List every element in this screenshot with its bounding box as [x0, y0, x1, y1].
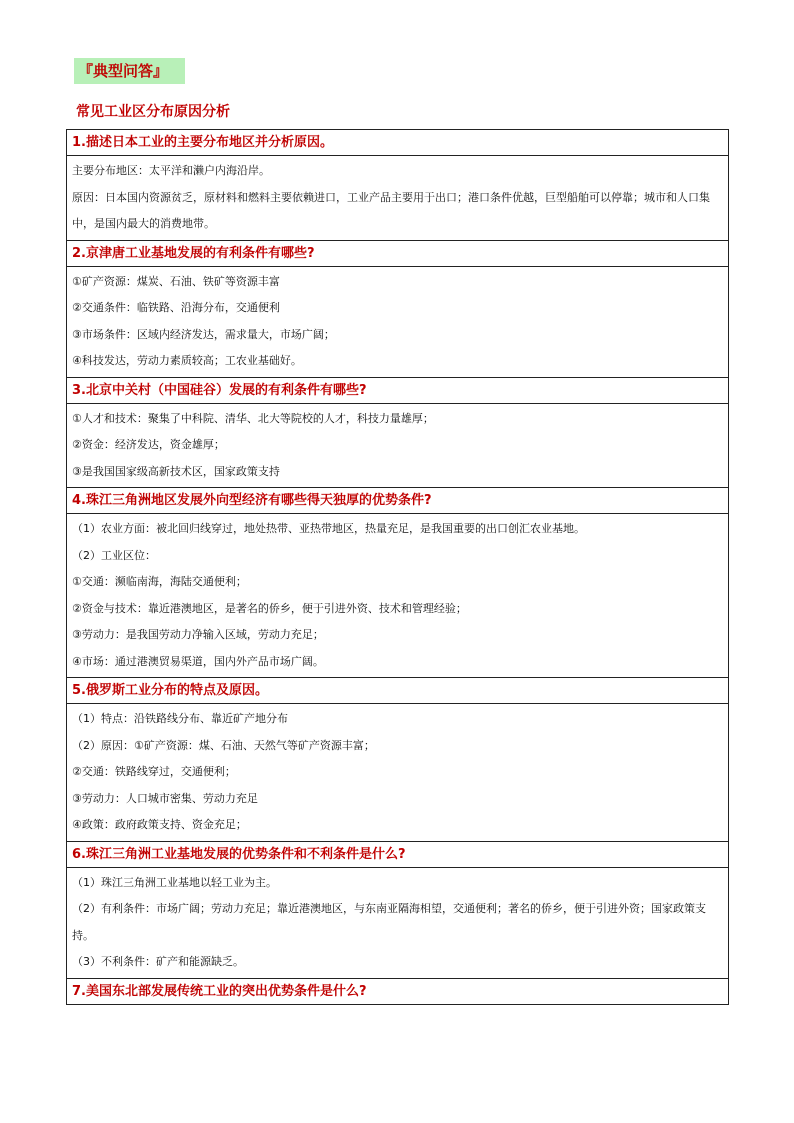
answer-line: ②交通：铁路线穿过，交通便利；	[72, 765, 236, 778]
answer-line: （2）原因：①矿产资源：煤、石油、天然气等矿产资源丰富；	[72, 738, 375, 752]
question-7: 7.美国东北部发展传统工业的突出优势条件是什么?	[67, 978, 729, 1004]
answer-row-5	[67, 704, 729, 842]
answer-line: ①交通：濒临南海，海陆交通便利；	[72, 575, 247, 588]
answer-line: ①人才和技术：聚集了中科院、清华、北大等院校的人才，科技力量雄厚；	[72, 411, 434, 425]
answer-line: （1）农业方面：被北回归线穿过，地处热带、亚热带地区，热量充足，是我国重要的出口创汇农业基地。	[72, 522, 585, 535]
answer-row-4	[67, 514, 729, 678]
answer-row-6	[67, 867, 729, 978]
question-row-7	[67, 978, 729, 1004]
answer-line: ②资金与技术：靠近港澳地区，是著名的侨乡，便于引进外资、技术和管理经验；	[72, 601, 467, 615]
answer-2	[67, 266, 729, 377]
qa-table	[66, 129, 729, 1005]
question-5: 5.俄罗斯工业分布的特点及原因。	[67, 678, 729, 704]
answer-row-3	[67, 403, 729, 488]
answer-line: （2）有利条件：市场广阔；劳动力充足；靠近港澳地区，与东南亚隔海相望，交通便利；著名的侨乡，便于引进外资；国家政策支持。	[72, 902, 706, 942]
answer-line: （2）工业区位：	[72, 548, 156, 562]
question-3: 3.北京中关村（中国硅谷）发展的有利条件有哪些?	[67, 377, 729, 403]
answer-line: （3）不利条件：矿产和能源缺乏。	[72, 955, 244, 968]
answer-line: （1）珠江三角洲工业基地以轻工业为主。	[72, 875, 277, 889]
answer-line: ①矿产资源：煤炭、石油、铁矿等资源丰富	[72, 274, 280, 288]
section-title: 常见工业区分布原因分析	[76, 104, 230, 120]
answer-line: ②交通条件：临铁路、沿海分布，交通便利	[72, 301, 280, 314]
answer-line: 主要分布地区：太平洋和濑户内海沿岸。	[72, 164, 270, 177]
answer-line: ④政策：政府政策支持、资金充足；	[72, 818, 247, 831]
question-row-2	[67, 240, 729, 266]
answer-line: ④市场：通过港澳贸易渠道，国内外产品市场广阔。	[72, 654, 324, 668]
answer-row-1	[67, 156, 729, 241]
answer-line: ③劳动力：是我国劳动力净输入区域，劳动力充足；	[72, 628, 324, 641]
question-1: 1.描述日本工业的主要分布地区并分析原因。	[67, 130, 729, 156]
typical-qa-badge: 『典型问答』	[74, 58, 185, 84]
question-4: 4.珠江三角洲地区发展外向型经济有哪些得天独厚的优势条件?	[67, 488, 729, 514]
question-row-6	[67, 841, 729, 867]
answer-line: ③市场条件：区域内经济发达，需求量大，市场广阔；	[72, 327, 335, 341]
question-6: 6.珠江三角洲工业基地发展的优势条件和不利条件是什么?	[67, 841, 729, 867]
answer-line: ③是我国国家级高新技术区，国家政策支持	[72, 464, 280, 478]
answer-line: 原因：日本国内资源贫乏，原材料和燃料主要依赖进口，工业产品主要用于出口；港口条件优越，巨型船舶可以停靠；城市和人口集中，是国内最大的消费地带。	[72, 190, 710, 230]
question-row-1	[67, 130, 729, 156]
question-row-3	[67, 377, 729, 403]
answer-line: ②资金：经济发达，资金雄厚；	[72, 438, 225, 451]
answer-4	[67, 514, 729, 678]
answer-1	[67, 156, 729, 241]
answer-line: ③劳动力：人口城市密集、劳动力充足	[72, 791, 258, 805]
question-row-4	[67, 488, 729, 514]
answer-6	[67, 867, 729, 978]
question-2: 2.京津唐工业基地发展的有利条件有哪些?	[67, 240, 729, 266]
question-row-5	[67, 678, 729, 704]
answer-row-2	[67, 266, 729, 377]
answer-line: （1）特点：沿铁路线分布、靠近矿产地分布	[72, 712, 288, 725]
answer-5	[67, 704, 729, 842]
answer-line: ④科技发达，劳动力素质较高；工农业基础好。	[72, 354, 302, 367]
answer-3	[67, 403, 729, 488]
